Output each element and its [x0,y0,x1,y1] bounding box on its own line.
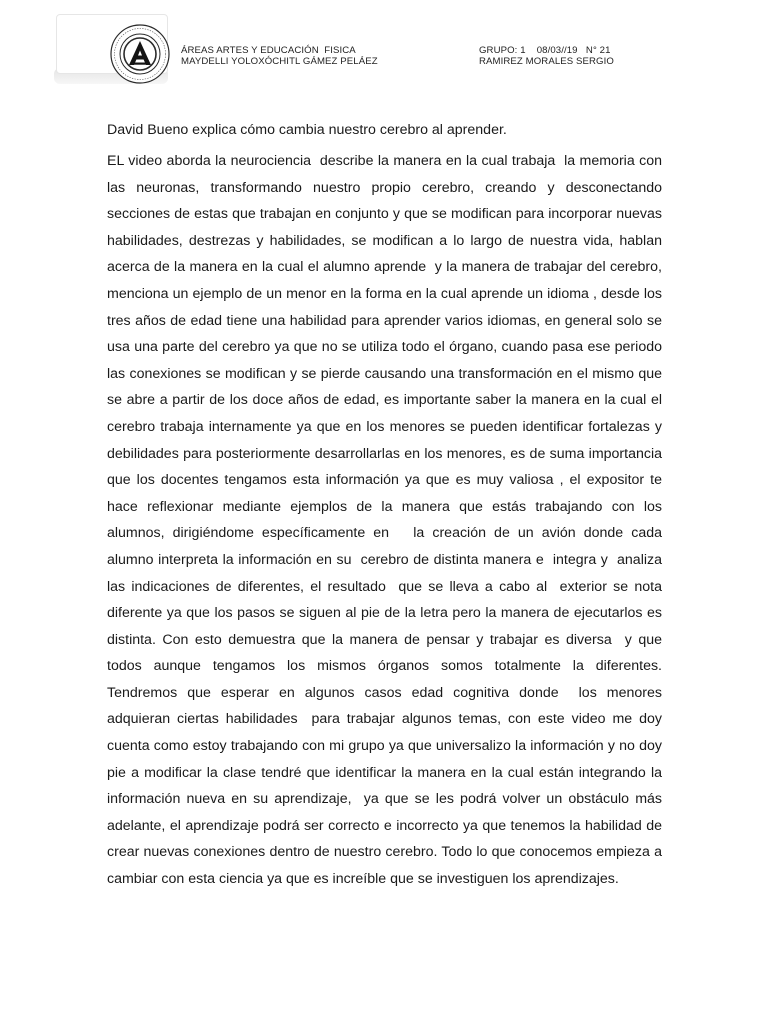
document-title: David Bueno explica cómo cambia nuestro cerebro al aprender. [107,122,507,138]
header-subject: ÁREAS ARTES Y EDUCACIÓN FISICA [181,45,356,56]
header-teacher-name: RAMIREZ MORALES SERGIO [479,56,614,67]
page-header [0,0,768,100]
document-content [107,119,666,893]
school-logo [54,14,168,84]
header-group-info [479,45,614,67]
header-school-info [181,45,378,67]
school-seal-icon [109,23,171,85]
header-group-date-number: GRUPO: 1 08/03//19 N° 21 [479,45,611,56]
header-student-name: MAYDELLI YOLOXÓCHITL GÁMEZ PELÁEZ [181,56,378,67]
document-body: EL video aborda la neurociencia describe la manera en la cual trabaja la memoria con las neuronas, transformando nuestro propio cerebro, creando y desconectando secciones de estas que trabajan en conjunto y que se modifican para incorporar nuevas habilidades, destrezas y habilidades, se modifican a lo largo de nuestra vida, hablan acerca de la manera en la cual el alumno aprende y la manera de trabajar del cerebro, menciona un ejemplo de un menor en la forma en la cual aprende un idioma , desde los tres años de edad tiene una habilidad para aprender varios idiomas, en general solo se usa una parte del cerebro ya que no se utiliza todo el órgano, cuando pasa ese periodo las conexiones se modifican y se pierde causando una transformación en el mismo que se abre a partir de los doce años de edad, es importante saber la manera en la cual el cerebro trabaja internamente ya que en los menores se pueden identificar fortalezas y debilidades para posteriormente desarrollarlas en los menores, es de suma importancia que los docentes tengamos esta información ya que es muy valiosa , el expositor te hace reflexionar mediante ejemplos de la manera que estás trabajando con los alumnos, dirigiéndome específicamente en la creación de un avión donde cada alumno interpreta la información en su cerebro de distinta manera e integra y analiza las indicaciones de diferentes, el resultado que se lleva a cabo al exterior se nota diferente ya que los pasos se siguen al pie de la letra pero la manera de ejecutarlos es distinta. Con esto demuestra que la manera de pensar y trabajar es diversa y que todos aunque tengamos los mismos órganos somos totalmente la diferentes. Tendremos que esperar en algunos casos edad cognitiva donde los menores adquieran ciertas habilidades para trabajar algunos temas, con este video me doy cuenta como estoy trabajando con mi grupo ya que universalizo la información y no doy pie a modificar la clase tendré que identificar la manera en la cual están integrando la información nueva en su aprendizaje, ya que se les podrá volver un obstáculo más adelante, el aprendizaje podrá ser correcto e incorrecto ya que tenemos la habilidad de crear nuevas conexiones dentro de nuestro cerebro. Todo lo que conocemos empieza a cambiar con esta ciencia ya que es increíble que se investiguen los aprendizajes. [107,153,666,888]
